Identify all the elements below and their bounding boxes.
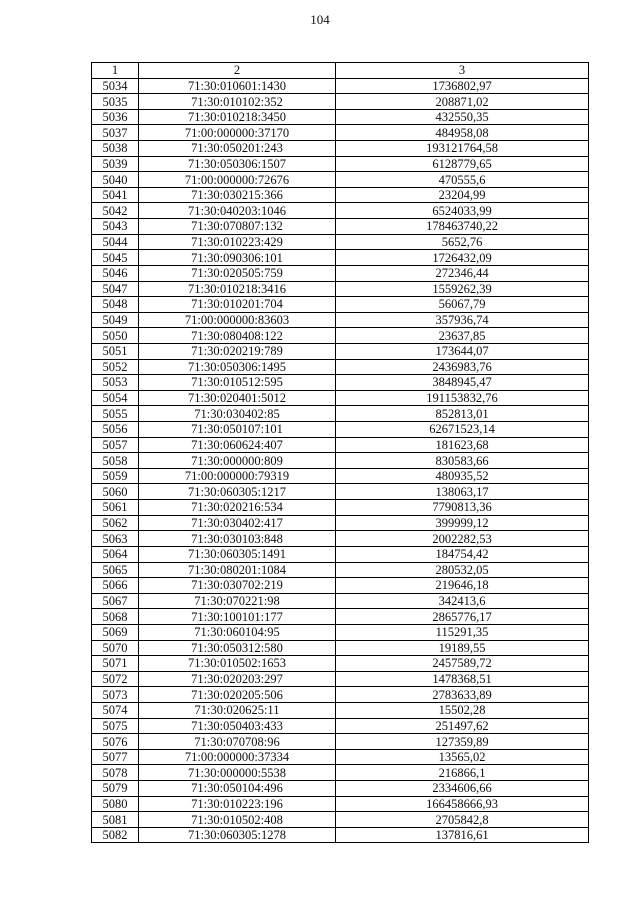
cadastral-number-cell: 71:00:000000:37170 — [139, 125, 336, 141]
header-col-1: 1 — [92, 63, 139, 79]
value-cell: 2457589,72 — [336, 656, 589, 672]
table-row — [92, 141, 589, 157]
cadastral-number-cell: 71:30:040203:1046 — [139, 203, 336, 219]
table-row — [92, 468, 589, 484]
row-number-cell: 5072 — [92, 671, 139, 687]
value-cell: 127359,89 — [336, 734, 589, 750]
table-row — [92, 219, 589, 235]
row-number-cell: 5060 — [92, 484, 139, 500]
table-row — [92, 343, 589, 359]
cadastral-number-cell: 71:30:080201:1084 — [139, 562, 336, 578]
page-number: 104 — [310, 12, 330, 27]
value-cell: 216866,1 — [336, 765, 589, 781]
value-cell: 115291,35 — [336, 624, 589, 640]
row-number-cell: 5075 — [92, 718, 139, 734]
value-cell: 280532,05 — [336, 562, 589, 578]
value-cell: 3848945,47 — [336, 375, 589, 391]
value-cell: 208871,02 — [336, 94, 589, 110]
table-row — [92, 765, 589, 781]
cadastral-number-cell: 71:30:020219:789 — [139, 343, 336, 359]
row-number-cell: 5044 — [92, 234, 139, 250]
row-number-cell: 5061 — [92, 500, 139, 516]
table-row — [92, 609, 589, 625]
value-cell: 173644,07 — [336, 343, 589, 359]
row-number-cell: 5078 — [92, 765, 139, 781]
header-col-3: 3 — [336, 63, 589, 79]
row-number-cell: 5070 — [92, 640, 139, 656]
cadastral-number-cell: 71:30:010223:196 — [139, 796, 336, 812]
cadastral-number-cell: 71:30:020216:534 — [139, 500, 336, 516]
row-number-cell: 5047 — [92, 281, 139, 297]
value-cell: 6128779,65 — [336, 156, 589, 172]
row-number-cell: 5073 — [92, 687, 139, 703]
value-cell: 399999,12 — [336, 515, 589, 531]
value-cell: 191153832,76 — [336, 390, 589, 406]
value-cell: 19189,55 — [336, 640, 589, 656]
cadastral-number-cell: 71:30:010223:429 — [139, 234, 336, 250]
table-row — [92, 328, 589, 344]
cadastral-number-cell: 71:30:030702:219 — [139, 578, 336, 594]
table-body — [92, 78, 589, 843]
cadastral-number-cell: 71:30:010218:3416 — [139, 281, 336, 297]
row-number-cell: 5051 — [92, 343, 139, 359]
cadastral-number-cell: 71:30:070708:96 — [139, 734, 336, 750]
row-number-cell: 5039 — [92, 156, 139, 172]
cadastral-number-cell: 71:00:000000:79319 — [139, 468, 336, 484]
row-number-cell: 5043 — [92, 219, 139, 235]
table-row — [92, 531, 589, 547]
value-cell: 251497,62 — [336, 718, 589, 734]
row-number-cell: 5079 — [92, 781, 139, 797]
cadastral-number-cell: 71:30:020203:297 — [139, 671, 336, 687]
value-cell: 178463740,22 — [336, 219, 589, 235]
row-number-cell: 5040 — [92, 172, 139, 188]
value-cell: 7790813,36 — [336, 500, 589, 516]
cadastral-number-cell: 71:30:050306:1495 — [139, 359, 336, 375]
table-row — [92, 702, 589, 718]
table-row — [92, 781, 589, 797]
row-number-cell: 5057 — [92, 437, 139, 453]
table-row — [92, 390, 589, 406]
value-cell: 272346,44 — [336, 265, 589, 281]
cadastral-number-cell: 71:30:070221:98 — [139, 593, 336, 609]
table-row — [92, 640, 589, 656]
cadastral-number-cell: 71:00:000000:37334 — [139, 749, 336, 765]
cadastral-number-cell: 71:30:010502:408 — [139, 812, 336, 828]
cadastral-number-cell: 71:30:010201:704 — [139, 297, 336, 313]
row-number-cell: 5049 — [92, 312, 139, 328]
cadastral-number-cell: 71:30:050201:243 — [139, 141, 336, 157]
table-row — [92, 562, 589, 578]
value-cell: 13565,02 — [336, 749, 589, 765]
value-cell: 2865776,17 — [336, 609, 589, 625]
value-cell: 342413,6 — [336, 593, 589, 609]
value-cell: 193121764,58 — [336, 141, 589, 157]
value-cell: 184754,42 — [336, 546, 589, 562]
cadastral-number-cell: 71:30:050312:580 — [139, 640, 336, 656]
row-number-cell: 5037 — [92, 125, 139, 141]
row-number-cell: 5066 — [92, 578, 139, 594]
table-row — [92, 312, 589, 328]
value-cell: 15502,28 — [336, 702, 589, 718]
cadastral-number-cell: 71:30:020505:759 — [139, 265, 336, 281]
value-cell: 181623,68 — [336, 437, 589, 453]
cadastral-number-cell: 71:30:030402:85 — [139, 406, 336, 422]
value-cell: 2705842,8 — [336, 812, 589, 828]
cadastral-number-cell: 71:30:050107:101 — [139, 422, 336, 438]
row-number-cell: 5038 — [92, 141, 139, 157]
table-row — [92, 484, 589, 500]
row-number-cell: 5076 — [92, 734, 139, 750]
row-number-cell: 5071 — [92, 656, 139, 672]
row-number-cell: 5055 — [92, 406, 139, 422]
cadastral-number-cell: 71:30:050104:496 — [139, 781, 336, 797]
row-number-cell: 5052 — [92, 359, 139, 375]
table-row — [92, 203, 589, 219]
table-row — [92, 94, 589, 110]
row-number-cell: 5050 — [92, 328, 139, 344]
value-cell: 1559262,39 — [336, 281, 589, 297]
cadastral-number-cell: 71:30:100101:177 — [139, 609, 336, 625]
table-row — [92, 406, 589, 422]
row-number-cell: 5058 — [92, 453, 139, 469]
value-cell: 62671523,14 — [336, 422, 589, 438]
cadastral-number-cell: 71:30:030103:848 — [139, 531, 336, 547]
cadastral-number-cell: 71:30:060305:1217 — [139, 484, 336, 500]
data-table — [91, 62, 589, 843]
cadastral-number-cell: 71:30:010218:3450 — [139, 109, 336, 125]
row-number-cell: 5048 — [92, 297, 139, 313]
table-row — [92, 500, 589, 516]
cadastral-number-cell: 71:30:010512:595 — [139, 375, 336, 391]
table-row — [92, 671, 589, 687]
row-number-cell: 5041 — [92, 187, 139, 203]
row-number-cell: 5063 — [92, 531, 139, 547]
row-number-cell: 5042 — [92, 203, 139, 219]
table-row — [92, 172, 589, 188]
cadastral-number-cell: 71:30:010502:1653 — [139, 656, 336, 672]
value-cell: 6524033,99 — [336, 203, 589, 219]
cadastral-number-cell: 71:30:020205:506 — [139, 687, 336, 703]
row-number-cell: 5062 — [92, 515, 139, 531]
value-cell: 138063,17 — [336, 484, 589, 500]
table-row — [92, 234, 589, 250]
cadastral-number-cell: 71:30:000000:809 — [139, 453, 336, 469]
cadastral-number-cell: 71:30:020625:11 — [139, 702, 336, 718]
row-number-cell: 5082 — [92, 827, 139, 843]
table-row — [92, 827, 589, 843]
row-number-cell: 5080 — [92, 796, 139, 812]
value-cell: 480935,52 — [336, 468, 589, 484]
cadastral-number-cell: 71:30:030215:366 — [139, 187, 336, 203]
value-cell: 484958,08 — [336, 125, 589, 141]
value-cell: 852813,01 — [336, 406, 589, 422]
value-cell: 2002282,53 — [336, 531, 589, 547]
row-number-cell: 5074 — [92, 702, 139, 718]
table-row — [92, 656, 589, 672]
row-number-cell: 5045 — [92, 250, 139, 266]
cadastral-number-cell: 71:30:000000:5538 — [139, 765, 336, 781]
cadastral-number-cell: 71:30:030402:417 — [139, 515, 336, 531]
row-number-cell: 5077 — [92, 749, 139, 765]
value-cell: 432550,35 — [336, 109, 589, 125]
value-cell: 219646,18 — [336, 578, 589, 594]
row-number-cell: 5034 — [92, 78, 139, 94]
cadastral-number-cell: 71:30:050403:433 — [139, 718, 336, 734]
value-cell: 1478368,51 — [336, 671, 589, 687]
value-cell: 2436983,76 — [336, 359, 589, 375]
cadastral-number-cell: 71:30:070807:132 — [139, 219, 336, 235]
value-cell: 23637,85 — [336, 328, 589, 344]
value-cell: 470555,6 — [336, 172, 589, 188]
value-cell: 2783633,89 — [336, 687, 589, 703]
row-number-cell: 5068 — [92, 609, 139, 625]
value-cell: 1736802,97 — [336, 78, 589, 94]
table-row — [92, 109, 589, 125]
cadastral-number-cell: 71:00:000000:83603 — [139, 312, 336, 328]
table-row — [92, 749, 589, 765]
value-cell: 23204,99 — [336, 187, 589, 203]
table-row — [92, 78, 589, 94]
row-number-cell: 5059 — [92, 468, 139, 484]
table-row — [92, 718, 589, 734]
row-number-cell: 5036 — [92, 109, 139, 125]
table-row — [92, 156, 589, 172]
row-number-cell: 5065 — [92, 562, 139, 578]
table-row — [92, 812, 589, 828]
value-cell: 1726432,09 — [336, 250, 589, 266]
table-row — [92, 546, 589, 562]
table-row — [92, 796, 589, 812]
table-row — [92, 375, 589, 391]
row-number-cell: 5035 — [92, 94, 139, 110]
cadastral-number-cell: 71:30:080408:122 — [139, 328, 336, 344]
value-cell: 2334606,66 — [336, 781, 589, 797]
value-cell: 166458666,93 — [336, 796, 589, 812]
table-row — [92, 593, 589, 609]
row-number-cell: 5069 — [92, 624, 139, 640]
table-header-row — [92, 63, 589, 79]
table-row — [92, 453, 589, 469]
value-cell: 56067,79 — [336, 297, 589, 313]
table-row — [92, 422, 589, 438]
row-number-cell: 5056 — [92, 422, 139, 438]
cadastral-number-cell: 71:00:000000:72676 — [139, 172, 336, 188]
table-row — [92, 624, 589, 640]
row-number-cell: 5081 — [92, 812, 139, 828]
table-row — [92, 515, 589, 531]
cadastral-number-cell: 71:30:010601:1430 — [139, 78, 336, 94]
value-cell: 5652,76 — [336, 234, 589, 250]
table-row — [92, 578, 589, 594]
table-row — [92, 687, 589, 703]
header-col-2: 2 — [139, 63, 336, 79]
cadastral-number-cell: 71:30:060305:1491 — [139, 546, 336, 562]
value-cell: 830583,66 — [336, 453, 589, 469]
cadastral-number-cell: 71:30:090306:101 — [139, 250, 336, 266]
table-row — [92, 250, 589, 266]
row-number-cell: 5053 — [92, 375, 139, 391]
row-number-cell: 5054 — [92, 390, 139, 406]
table-row — [92, 187, 589, 203]
cadastral-number-cell: 71:30:060104:95 — [139, 624, 336, 640]
table-row — [92, 359, 589, 375]
value-cell: 137816,61 — [336, 827, 589, 843]
table-row — [92, 734, 589, 750]
table-row — [92, 281, 589, 297]
cadastral-number-cell: 71:30:020401:5012 — [139, 390, 336, 406]
row-number-cell: 5064 — [92, 546, 139, 562]
row-number-cell: 5067 — [92, 593, 139, 609]
table-row — [92, 297, 589, 313]
cadastral-number-cell: 71:30:060624:407 — [139, 437, 336, 453]
table-row — [92, 125, 589, 141]
table-row — [92, 265, 589, 281]
cadastral-number-cell: 71:30:050306:1507 — [139, 156, 336, 172]
value-cell: 357936,74 — [336, 312, 589, 328]
row-number-cell: 5046 — [92, 265, 139, 281]
table-row — [92, 437, 589, 453]
cadastral-number-cell: 71:30:010102:352 — [139, 94, 336, 110]
cadastral-number-cell: 71:30:060305:1278 — [139, 827, 336, 843]
